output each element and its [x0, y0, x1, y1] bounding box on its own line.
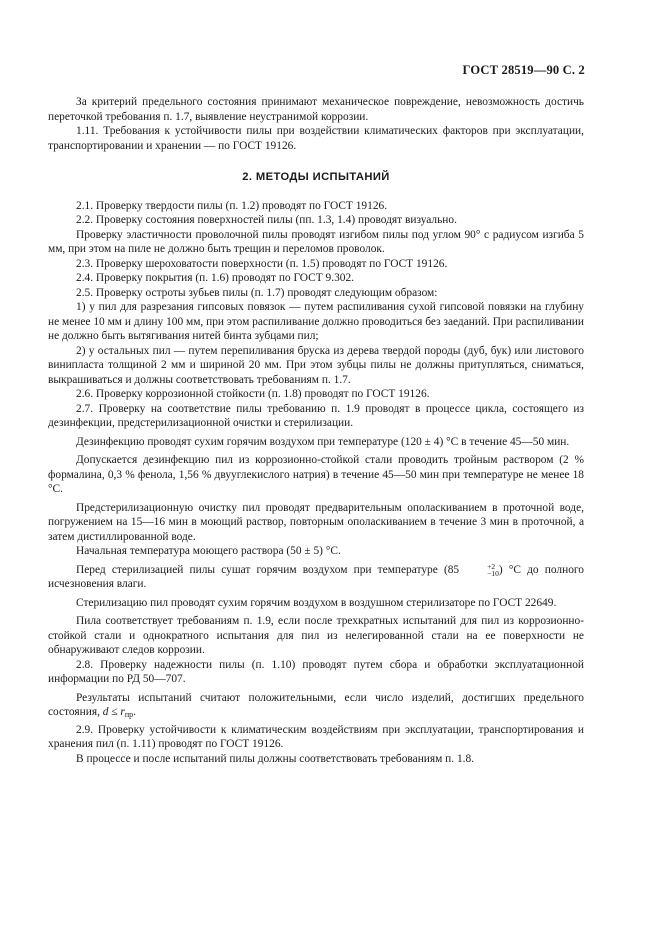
- paragraph-final: В процессе и после испытаний пилы должны соответствовать требованиям п. 1.8.: [76, 752, 475, 765]
- results-text: Результаты испытаний считают положительными, если число изделий, достигших предельного состояния,: [48, 691, 584, 718]
- page-header: ГОСТ 28519—90 С. 2: [462, 63, 585, 77]
- paragraph-results: [48, 691, 584, 723]
- paragraph-drying: [48, 563, 584, 592]
- paragraph-2-6: 2.6. Проверку коррозионной стойкости (п. 1.8) проводят по ГОСТ 19126.: [76, 388, 430, 400]
- paragraph-conformity: Пила соответствует требованиям п. 1.9, если после трехкратных испытаний для пил из коррозионно-стойкой стали и однократного испытания для пил из нелегированной стали на ее поверхности не обнаруживают следов коррозии.: [48, 615, 584, 656]
- paragraph-1-11: 1.11. Требования к устойчивости пилы при воздействии климатических факторов при эксплуатации, транспортировании и хранении — по ГОСТ 19126.: [48, 125, 584, 152]
- formula-subscript: пр: [124, 710, 134, 719]
- paragraph-2-5-2: 2) у остальных пил — путем перепиливания бруска из дерева твердой породы (дуб, бук) или листового винипласта толщиной 2 мм и шириной 20 мм. При этом зубцы пилы не должны притупляться, сниматься, выкрашиваться и должны соответствовать требованиям п. 1.7.: [48, 344, 584, 386]
- formula-le: ≤: [108, 706, 121, 718]
- paragraph-sterilization: Стерилизацию пил проводят сухим горячим воздухом в воздушном стерилизаторе по ГОСТ 22649.: [76, 596, 557, 609]
- tolerance-lower: −10: [487, 568, 499, 578]
- formula-end: .: [133, 706, 136, 718]
- section-title: 2. МЕТОДЫ ИСПЫТАНИЙ: [242, 171, 390, 183]
- paragraph-2-1: 2.1. Проверку твердости пилы (п. 1.2) проводят по ГОСТ 19126.: [76, 199, 388, 212]
- paragraph-2-8: 2.8. Проверку надежности пилы (п. 1.10) проводят путем сбора и обработки эксплуатационной информации по РД 50—707.: [48, 658, 584, 685]
- formula-d: d: [102, 706, 109, 718]
- paragraph-2-2: 2.2. Проверку состояния поверхностей пилы (пп. 1.3, 1.4) проводят визуально.: [76, 214, 457, 226]
- paragraph-disinfection-alt: Допускается дезинфекцию пил из коррозионно-стойкой стали проводить тройным раствором (2 % формалина, 0,3 % фенола, 1,56 % двууглекислого натрия) в течение 45—50 мин при температуре не менее 18 °С.: [48, 454, 584, 495]
- paragraph-2-2-elasticity: Проверку эластичности проволочной пилы проводят изгибом пилы под углом 90° с радиусом изгиба 5 мм, при этом на пиле не должно быть трещин и переломов проволок.: [48, 228, 584, 255]
- document-body: [48, 95, 584, 766]
- paragraph-presterilization: Предстерилизационную очистку пил проводят предварительным ополаскиванием в проточной воде, погружением на 15—16 мин в моющий раствор, повторным ополаскиванием в течение 3 мин в проточной, а затем дистиллированной воде.: [48, 501, 584, 543]
- tolerance-upper: +2: [487, 561, 496, 571]
- formula-r: r: [120, 706, 125, 718]
- paragraph-2-3: 2.3. Проверку шероховатости поверхности (п. 1.5) проводят по ГОСТ 19126.: [76, 257, 448, 270]
- paragraph-wash-temperature: Начальная температура моющего раствора (50 ± 5) °С.: [76, 545, 341, 557]
- paragraph-2-5: 2.5. Проверку остроты зубьев пилы (п. 1.7) проводят следующим образом:: [76, 286, 438, 299]
- paragraph-2-9: 2.9. Проверку устойчивости к климатическим воздействиям при эксплуатации, транспортирования и хранения пил (п. 1.11) проводят по ГОСТ 19126.: [48, 723, 584, 750]
- drying-text-end: ) °С до полного исчезновения влаги.: [48, 563, 584, 590]
- paragraph-2-4: 2.4. Проверку покрытия (п. 1.6) проводят по ГОСТ 9.302.: [76, 272, 355, 284]
- temperature-tolerance: [459, 563, 499, 577]
- paragraph-2-7: 2.7. Проверку на соответствие пилы требованию п. 1.9 проводят в процессе цикла, состоящего из дезинфекции, предстерилизационной очистки и стерилизации.: [48, 402, 584, 429]
- paragraph: За критерий предельного состояния принимают механическое повреждение, невозможность достичь переточкой требования п. 1.7, выявление неустранимой коррозии.: [48, 96, 584, 123]
- paragraph-disinfection: Дезинфекцию проводят сухим горячим воздухом при температуре (120 ± 4) °С в течение 45—50 мин.: [76, 435, 570, 448]
- paragraph-2-5-1: 1) у пил для разрезания гипсовых повязок — путем распиливания сухой гипсовой повязки на глубину не менее 10 мм и длину 100 мм, при этом распиливание должно проводиться без заеданий. При распиливании не должно быть вытягивания нитей бинта зубцами пил;: [48, 301, 584, 342]
- drying-text-start: Перед стерилизацией пилы сушат горячим воздухом при температуре (85: [76, 563, 460, 576]
